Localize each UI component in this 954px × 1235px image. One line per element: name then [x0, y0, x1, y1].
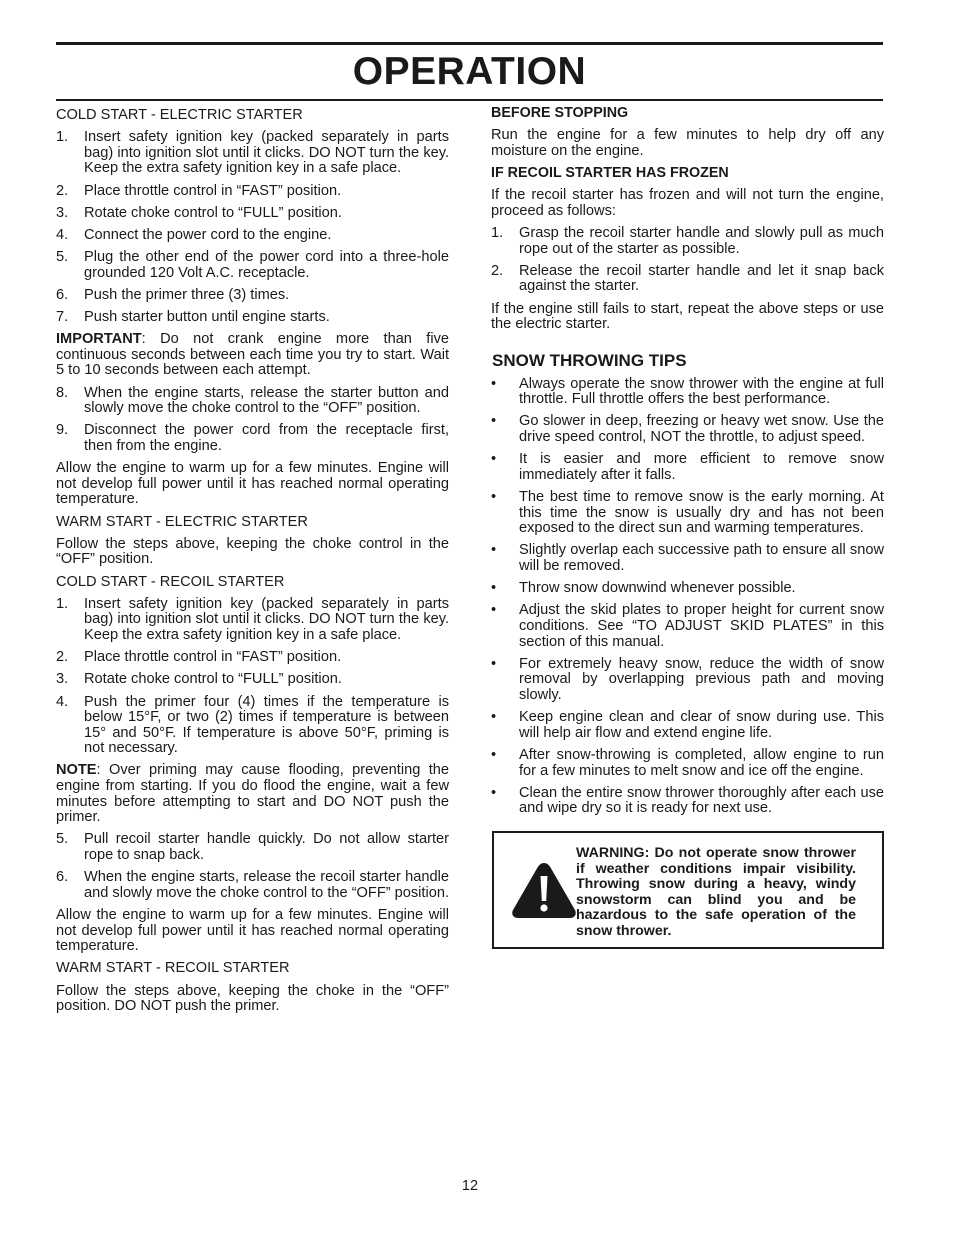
list-item [491, 226, 884, 257]
step-number: 4. [56, 693, 69, 710]
list-item [491, 452, 884, 483]
title-underline-rule [56, 99, 883, 101]
tip-text: Keep engine clean and clear of snow during use. This will help air flow and extend engine life. [519, 709, 884, 741]
list-item [56, 650, 449, 666]
step-number: 1. [491, 224, 504, 241]
note-text: : Over priming may cause flooding, preventing the engine from starting. If you do flood the engine, wait a few minutes before attempting to start and DO NOT push the primer. [56, 762, 449, 826]
list-item [491, 710, 884, 741]
bullet: • [491, 709, 497, 726]
step-number: 4. [56, 226, 69, 243]
frozen-starter-after: If the engine still fails to start, repeat the above steps or use the electric starter. [491, 300, 884, 333]
step-number: 5. [56, 249, 69, 266]
step-number: 5. [56, 831, 69, 848]
left-column [56, 108, 449, 1021]
list-item [56, 423, 449, 454]
step-text: Insert safety ignition key (packed separately in parts bag) into ignition slot until it clicks. DO NOT turn the key. Keep the extra safety ignition key in a safe place. [84, 595, 449, 643]
bullet: • [491, 746, 497, 763]
important-note [56, 332, 449, 379]
step-text: Insert safety ignition key (packed separately in parts bag) into ignition slot until it clicks. DO NOT turn the key. Keep the extra safety ignition key in a safe place. [84, 129, 449, 177]
bullet: • [491, 602, 497, 619]
cold-start-recoil-steps [56, 597, 449, 757]
tip-text: Throw snow downwind whenever possible. [519, 580, 796, 597]
list-item [491, 748, 884, 779]
bullet: • [491, 451, 497, 468]
frozen-starter-heading: IF RECOIL STARTER HAS FROZEN [491, 164, 729, 181]
step-text: Push starter button until engine starts. [84, 309, 330, 326]
list-item [56, 250, 449, 281]
step-text: Push the primer three (3) times. [84, 286, 290, 303]
frozen-starter-steps [491, 226, 884, 295]
list-item [56, 206, 449, 222]
warm-up-paragraph: Allow the engine to warm up for a few minutes. Engine will not develop full power until it has reached normal operating temperature. [56, 907, 449, 955]
list-item [56, 386, 449, 417]
list-item [491, 543, 884, 574]
priming-note [56, 763, 449, 825]
list-item [56, 130, 449, 177]
tip-text: It is easier and more efficient to remove snow immediately after it falls. [519, 451, 884, 483]
step-text: Place throttle control in “FAST” position. [84, 182, 342, 199]
step-number: 6. [56, 286, 69, 303]
list-item [56, 672, 449, 688]
tip-text: Slightly overlap each successive path to ensure all snow will be removed. [519, 542, 884, 574]
warm-start-recoil-text: Follow the steps above, keeping the choke in the “OFF” position. DO NOT push the primer. [56, 982, 449, 1015]
tip-text: After snow-throwing is completed, allow engine to run for a few minutes to melt snow and ice off the engine. [519, 746, 884, 779]
step-text: Pull recoil starter handle quickly. Do not allow starter rope to snap back. [84, 831, 449, 864]
list-item [56, 228, 449, 244]
step-text: Connect the power cord to the engine. [84, 226, 332, 243]
step-number: 8. [56, 384, 69, 401]
list-item [491, 581, 884, 597]
cold-start-recoil-steps-continued [56, 832, 449, 901]
step-text: Release the recoil starter handle and let it snap back against the starter. [519, 262, 884, 295]
bullet: • [491, 784, 497, 801]
bullet: • [491, 375, 497, 392]
tip-text: For extremely heavy snow, reduce the width of snow removal by overlapping previous path and moving slowly. [519, 655, 884, 703]
bullet: • [491, 542, 497, 559]
bullet: • [491, 413, 497, 430]
step-text: Plug the other end of the power cord into a three-hole grounded 120 Volt A.C. receptacle. [84, 249, 449, 281]
list-item [56, 310, 449, 326]
step-text: When the engine starts, release the recoil starter handle and slowly move the choke control to the “OFF” position. [84, 869, 450, 901]
tip-text: Clean the entire snow thrower thoroughly after each use and wipe dry so it is ready for next use. [519, 784, 884, 817]
step-text: Rotate choke control to “FULL” position. [84, 204, 342, 221]
step-number: 3. [56, 204, 69, 221]
warning-box [492, 831, 884, 949]
tip-text: The best time to remove snow is the early morning. At this time the snow is usually dry and has not been exposed to the direct sun and warming temperatures. [519, 489, 884, 537]
step-text: Push the primer four (4) times if the temperature is below 15°F, or two (2) times if temperature is between 15° and 50°F. If temperature is above 50°F, priming is not necessary. [84, 693, 449, 757]
list-item [56, 695, 449, 757]
tip-text: Always operate the snow thrower with the engine at full throttle. Full throttle offers the best performance. [519, 375, 884, 408]
cold-start-electric-heading: COLD START - ELECTRIC STARTER [56, 107, 303, 123]
step-text: Rotate choke control to “FULL” position. [84, 671, 342, 688]
step-number: 3. [56, 671, 69, 688]
list-item [491, 377, 884, 408]
step-number: 2. [56, 649, 69, 666]
list-item [491, 603, 884, 650]
step-number: 2. [491, 262, 504, 279]
step-text: Grasp the recoil starter handle and slowly pull as much rope out of the starter as possible. [519, 224, 884, 257]
step-number: 2. [56, 182, 69, 199]
page-number: 12 [461, 1178, 479, 1194]
page-title: OPERATION [352, 50, 587, 93]
step-text: Disconnect the power cord from the receptacle first, then from the engine. [84, 422, 449, 455]
step-text: Place throttle control in “FAST” position. [84, 649, 342, 666]
tip-text: Go slower in deep, freezing or heavy wet snow. Use the drive speed control, NOT the throttle, to adjust speed. [519, 413, 884, 446]
list-item [56, 184, 449, 200]
snow-tips-list [491, 377, 884, 817]
warm-start-electric-text: Follow the steps above, keeping the choke control in the “OFF” position. [56, 535, 449, 568]
top-rule [56, 42, 883, 45]
step-number: 1. [56, 129, 69, 146]
before-stopping-heading: BEFORE STOPPING [491, 105, 629, 121]
step-number: 9. [56, 422, 69, 439]
list-item [56, 288, 449, 304]
step-number: 1. [56, 595, 69, 612]
cold-start-electric-steps-continued [56, 386, 449, 455]
step-text: When the engine starts, release the starter button and slowly move the choke control to the “OFF” position. [84, 384, 449, 417]
frozen-starter-intro: If the recoil starter has frozen and will not turn the engine, proceed as follows: [491, 187, 884, 219]
snow-tips-heading: SNOW THROWING TIPS [492, 350, 687, 370]
warning-triangle-icon [508, 858, 580, 922]
list-item [491, 264, 884, 295]
warm-start-electric-heading: WARM START - ELECTRIC STARTER [56, 513, 308, 530]
cold-start-recoil-heading: COLD START - RECOIL STARTER [56, 573, 285, 590]
list-item [491, 657, 884, 704]
list-item [56, 870, 449, 901]
warm-up-paragraph: Allow the engine to warm up for a few minutes. Engine will not develop full power until it has reached normal operating temperature. [56, 460, 449, 508]
warning-text: WARNING: Do not operate snow thrower if weather conditions impair visibility. Throwing snow during a heavy, windy snowstorm can blind you and be hazardous to the safe operation of the snow thrower. [576, 845, 856, 939]
bullet: • [491, 580, 497, 597]
important-label: IMPORTANT [56, 331, 142, 348]
step-number: 7. [56, 309, 69, 326]
right-column [491, 106, 884, 823]
step-number: 6. [56, 869, 69, 886]
warm-start-recoil-heading: WARM START - RECOIL STARTER [56, 960, 290, 977]
before-stopping-text: Run the engine for a few minutes to help dry off any moisture on the engine. [491, 127, 884, 159]
bullet: • [491, 489, 497, 506]
list-item [56, 832, 449, 863]
list-item [491, 786, 884, 817]
tip-text: Adjust the skid plates to proper height for current snow conditions. See “TO ADJUST SKID PLATES” in this section of this manual. [519, 602, 884, 650]
note-label: NOTE [56, 762, 97, 779]
list-item [56, 597, 449, 644]
important-text: : Do not crank engine more than five continuous seconds between each time you try to start. Wait 5 to 10 seconds between each attempt. [56, 331, 449, 379]
bullet: • [491, 655, 497, 672]
list-item [491, 414, 884, 445]
cold-start-electric-steps [56, 130, 449, 326]
list-item [491, 490, 884, 537]
